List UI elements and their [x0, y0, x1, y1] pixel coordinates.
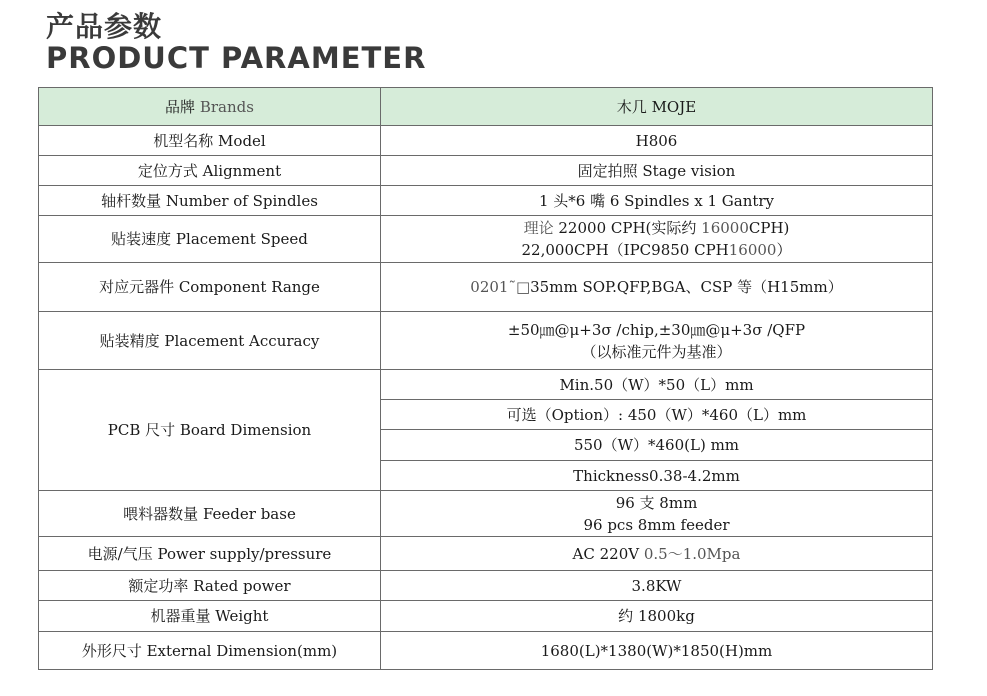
board-value-thickness: Thickness0.38-4.2mm: [381, 461, 933, 491]
feeder-value-cell: [381, 491, 933, 537]
alignment-label: 定位方式 Alignment: [39, 156, 381, 186]
table-row-external: [39, 632, 933, 670]
component-label: 对应元器件 Component Range: [39, 263, 381, 312]
component-value-min: 0201˜□: [470, 278, 531, 296]
page-title-cn: 产品参数: [46, 10, 163, 43]
feeder-value-line1: 96 支 8mm: [615, 493, 698, 512]
external-value: 1680(L)*1380(W)*1850(H)mm: [381, 632, 933, 670]
speed-ipc-number: 16000: [728, 241, 777, 259]
speed-theory-label: 理论: [523, 219, 554, 237]
speed-ipc-prefix: 22,000CPH（IPC9850 CPH: [521, 241, 729, 259]
product-parameter-table: [38, 87, 933, 670]
speed-actual-unit: CPH): [748, 219, 790, 237]
table-row-alignment: [39, 156, 933, 186]
component-value-rest: 35mm SOP.QFP,BGA、CSP 等（H15mm）: [530, 278, 843, 296]
table-row-model: [39, 126, 933, 156]
brand-label-cn: 品牌: [165, 97, 196, 116]
page-title-en: PRODUCT PARAMETER: [46, 41, 427, 75]
rated-power-value: 3.8KW: [381, 571, 933, 601]
table-row-feeder: [39, 491, 933, 537]
table-row-power-supply: [39, 537, 933, 571]
feeder-label: 喂料器数量 Feeder base: [39, 491, 381, 537]
table-row-rated-power: [39, 571, 933, 601]
speed-value-line2: [385, 239, 928, 261]
table-row-accuracy: [39, 312, 933, 370]
weight-label: 机器重量 Weight: [39, 601, 381, 632]
speed-actual-number: 16000: [701, 219, 749, 237]
rated-power-label: 额定功率 Rated power: [39, 571, 381, 601]
table-row-component: [39, 263, 933, 312]
speed-ipc-suffix: ）: [776, 241, 792, 259]
weight-value: 约 1800kg: [381, 601, 933, 632]
table-row-brand: [39, 88, 933, 126]
model-label: 机型名称 Model: [39, 126, 381, 156]
speed-value-line1: [385, 217, 928, 239]
power-supply-pressure: 0.5～1.0Mpa: [643, 544, 741, 563]
board-label: PCB 尺寸 Board Dimension: [39, 370, 381, 491]
board-value-min: Min.50（W）*50（L）mm: [381, 370, 933, 400]
spindles-value: 1 头*6 嘴 6 Spindles x 1 Gantry: [381, 186, 933, 216]
external-label: 外形尺寸 External Dimension(mm): [39, 632, 381, 670]
power-supply-voltage: AC 220V: [572, 544, 644, 563]
brand-value: 木几 MOJE: [381, 88, 933, 126]
alignment-value: 固定拍照 Stage vision: [381, 156, 933, 186]
speed-label: 贴装速度 Placement Speed: [39, 216, 381, 263]
speed-value-cell: [381, 216, 933, 263]
power-supply-label: 电源/气压 Power supply/pressure: [39, 537, 381, 571]
spindles-label: 轴杆数量 Number of Spindles: [39, 186, 381, 216]
brand-label-cell: [39, 88, 381, 126]
model-value: H806: [381, 126, 933, 156]
accuracy-value-line1: ±50㎛@μ+3σ /chip,±30㎛@μ+3σ /QFP: [507, 320, 806, 339]
brand-label-en: Brands: [199, 97, 254, 116]
accuracy-value-line2: （以标准元件为基准）: [581, 342, 732, 361]
table-row-speed: [39, 216, 933, 263]
board-value-option: 可选（Option）: 450（W）*460（L）mm: [381, 400, 933, 430]
board-value-max: 550（W）*460(L) mm: [381, 430, 933, 461]
accuracy-value-cell: [381, 312, 933, 370]
table-row-weight: [39, 601, 933, 632]
table-row-board-1: [39, 370, 933, 400]
table-row-spindles: [39, 186, 933, 216]
speed-theory-value: 22000 CPH(实际约: [553, 219, 702, 237]
component-value-cell: [381, 263, 933, 312]
accuracy-label: 贴装精度 Placement Accuracy: [39, 312, 381, 370]
feeder-value-line2: 96 pcs 8mm feeder: [583, 515, 730, 534]
power-supply-value-cell: [381, 537, 933, 571]
